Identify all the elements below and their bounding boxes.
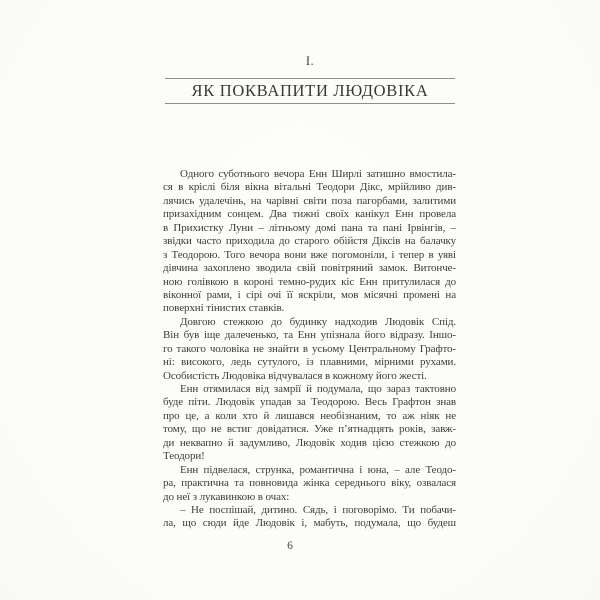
text-line: до неї з лукавинкою в очах: (163, 490, 290, 503)
text-line: звідки часто приходила до старого обійстя Діксів на балачку (163, 235, 456, 248)
paragraph (163, 464, 456, 504)
text-line: Енн отямилася від замрії й подумала, що зараз тактовно (180, 383, 456, 395)
paragraph (163, 168, 456, 316)
body-text (163, 168, 456, 531)
text-line: буде піти. Людовік упадав за Теодорою. Весь Графтон знав (163, 396, 456, 409)
text-line: лячись удалечінь, на чарівні світи поза пагорбами, залитими (163, 194, 456, 207)
text-line: тому, що не встиг довідатися. Уже п’ятнадцять років, завж- (163, 423, 456, 436)
text-line: в Прихистку Луни – літньому домі пана та пані Ірвінгів, – (163, 221, 456, 234)
page-number: 6 (287, 540, 293, 552)
paragraph (163, 504, 456, 531)
text-line: ною голівкою в короні темно-рудих кіс Енн притулилася до (163, 275, 456, 288)
text-line: Особистість Людовіка відчувалася в кожному його жесті. (163, 369, 427, 382)
text-line: з Теодорою. Того вечора вони вже погомоніли, і тепер в уяві (163, 248, 456, 261)
text-line: Одного суботнього вечора Енн Ширлі затишно вмостила- (180, 168, 456, 180)
paragraph (163, 316, 456, 383)
chapter-title: ЯК ПОКВАПИТИ ЛЮДОВІКА (191, 81, 429, 100)
text-line: віконної рами, і сірі очі її яскріли, мов місячні промені на (163, 288, 456, 301)
text-line: дівчина захоплено зводила свій повітряний замок. Витонче- (163, 262, 456, 275)
text-line: – Не поспішай, дитино. Сядь, і поговорімо. Ти побачи- (180, 503, 456, 516)
paragraph (163, 383, 456, 464)
text-line: призахідним сонцем. Два тижні своїх канікул Енн провела (163, 208, 456, 221)
chapter-number: I. (305, 54, 315, 68)
text-line: Він був іще далеченько, та Енн упізнала його відразу. Іншо- (163, 329, 456, 342)
text-line: Довгою стежкою до будинку надходив Людовік Спід. (180, 315, 456, 328)
text-line: ла, що сюди йде Людовік і, мабуть, подумала, що будеш (163, 517, 456, 530)
text-line: Теодори! (163, 450, 205, 463)
text-line: Енн підвелася, струнка, романтична і юна, – але Теодо- (180, 463, 456, 476)
text-line: го такого чоловіка не знайти в усьому Центральному Графто- (163, 342, 456, 355)
chapter-title-block (165, 78, 455, 104)
text-line: ні: високого, ледь сутулого, із плавними, мірними рухами. (163, 356, 456, 369)
text-line: ра, практична та повновида жінка середнього віку, озвалася (163, 477, 456, 490)
text-line: ди неквапно й задумливо, Людовік ходив цією стежкою до (163, 436, 456, 449)
text-line: поверхні тінистих ставків. (163, 302, 285, 315)
text-line: про це, а коли хто й лишався необізнаним, то аж ніяк не (163, 409, 456, 422)
text-line: ся в кріслі біля вікна вітальні Теодори Дікс, мрійливо див- (163, 181, 456, 194)
